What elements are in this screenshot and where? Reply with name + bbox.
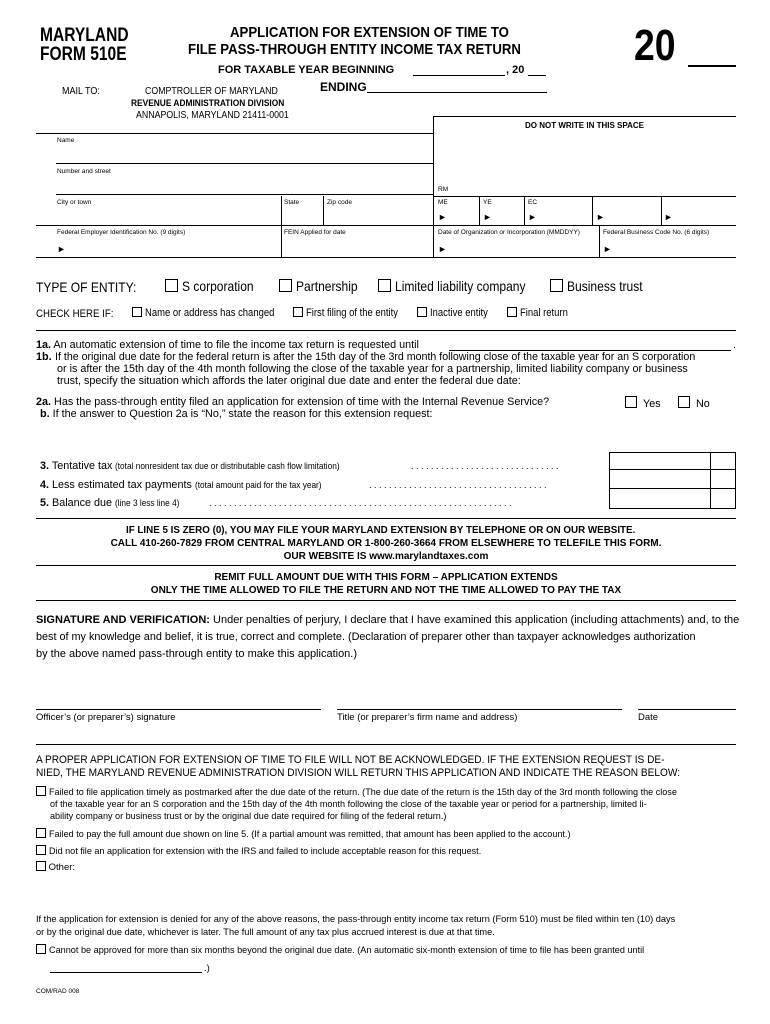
line-4-dots: . . . . . . . . . . . . . . . . . . . . . . . . . . . . . . . . . . . . [369,480,547,490]
name-field-label: Name [57,137,75,144]
denial-reason-no-irs[interactable]: Did not file an application for extension with the IRS and failed to include acceptable reason for this request. [36,845,501,857]
year-begin-year-line [528,75,546,76]
entity-partnership-label: Partnership [295,278,358,294]
q2a-no[interactable]: No [678,396,710,410]
entity-llc-checkbox[interactable] [378,279,391,292]
arrow-box5: ► [664,212,673,222]
date-org-label: Date of Organization or Incorporation (MMDDYY) [438,229,580,236]
check-inactive[interactable]: Inactive entity [417,307,497,319]
entity-type-label: TYPE OF ENTITY: [36,279,137,295]
fein-applied-label: FEIN Applied for date [284,229,346,236]
zip-field-label: Zip code [327,199,352,206]
mail-address-line2: REVENUE ADMINISTRATION DIVISION [131,98,285,109]
entity-partnership-checkbox[interactable] [279,279,292,292]
year-begin-sep: , 20 [506,64,525,76]
rm-label: RM [438,186,449,193]
denial-reason-late[interactable]: Failed to file application timely as postmarked after the due date of the return. (The due date of the return is the 15th day of the 3rd month following the close [36,786,706,798]
taxable-year-begin-label: FOR TAXABLE YEAR BEGINNING [218,64,395,76]
line-5-dots: . . . . . . . . . . . . . . . . . . . . . . . . . . . . . . . . . . . . . . . . . . . . . . . . . . . . . . . . . . . . . [209,498,512,508]
date-line[interactable] [638,709,736,710]
denial-heading-1: A PROPER APPLICATION FOR EXTENSION OF TIME TO FILE WILL NOT BE ACKNOWLEDGED. IF THE EXTENSION REQUEST IS DE- [36,754,665,766]
arrow-ec: ► [528,212,537,222]
entity-s-corp[interactable] [165,278,265,294]
form-code: COM/RAD 008 [36,988,80,995]
office-box-title: DO NOT WRITE IN THIS SPACE [525,121,644,130]
entity-s-corp-label: S corporation [181,278,254,294]
check-first-filing[interactable]: First filing of the entity [293,307,413,319]
form-number: FORM 510E [40,44,127,65]
entity-llc[interactable] [378,278,547,294]
check-here-label: CHECK HERE IF: [36,308,114,320]
q2a-yes[interactable]: Yes [625,396,661,410]
entity-partnership[interactable] [279,278,367,294]
notice-line2: CALL 410-260-7829 FROM CENTRAL MARYLAND OR 1-800-260-3664 FROM ELSEWHERE TO TELEFILE THIS FORM. [110,538,662,549]
arrow-ye: ► [483,212,492,222]
denial-footnote-2: or by the original due date, whichever is later. The full amount of any tax plus accrued interest is due at that time. [36,927,495,938]
fein-field-label: Federal Employer Identification No. (9 digits) [57,229,186,236]
mail-address-line1: COMPTROLLER OF MARYLAND [145,86,278,97]
entity-s-corp-checkbox[interactable] [165,279,178,292]
denial-reason-late-checkbox[interactable] [36,786,46,796]
me-label: ME [438,199,448,206]
notice-line1: IF LINE 5 IS ZERO (0), YOU MAY FILE YOUR MARYLAND EXTENSION BY TELEPHONE OR ON OUR WEBSITE. [126,525,636,536]
line-5: 5. Balance due (line 3 less line 4) [40,497,180,509]
office-box-top [433,116,736,117]
year-begin-line [413,75,505,76]
denial-footnote-1: If the application for extension is denied for any of the above reasons, the pass-through entity income tax return (Form 510) must be filed within ten (10) days [36,914,676,925]
ec-label: EC [528,199,538,206]
q2a-no-checkbox[interactable] [678,396,690,408]
check-inactive-checkbox[interactable] [417,307,427,317]
denial-reason-other-checkbox[interactable] [36,861,46,871]
signature-declaration-3: by the above named pass-through entity to make this application.) [36,648,358,660]
city-field-label: City or town [57,199,92,206]
mail-to-label: MAIL TO: [62,86,100,97]
state-title: MARYLAND [40,25,129,46]
notice-website: OUR WEBSITE IS www.marylandtaxes.com [283,551,489,562]
line-3: 3. Tentative tax (total nonresident tax due or distributable cash flow limitation) [40,460,341,472]
denial-reason-unpaid-checkbox[interactable] [36,828,46,838]
tax-year-line [688,65,736,67]
arrow-date-org: ► [438,244,447,254]
form-title-line2: FILE PASS-THROUGH ENTITY INCOME TAX RETURN [188,41,521,58]
ending-label: ENDING [320,80,367,94]
mail-address-line3: ANNAPOLIS, MARYLAND 21411-0001 [136,110,289,121]
amount-box-line3[interactable] [609,452,736,470]
signature-declaration-1: SIGNATURE AND VERIFICATION: Under penalties of perjury, I declare that I have examined this application (including attachments) and, to the [36,614,740,626]
denial-reason-unpaid[interactable]: Failed to pay the full amount due shown on line 5. (If a partial amount was remitted, that amount has been applied to the account.) [36,828,595,840]
amount-box-line5[interactable] [609,489,736,509]
question-2a: 2a. Has the pass-through entity filed an application for extension of time with the Internal Revenue Service? [36,396,550,408]
question-2b: b. If the answer to Question 2a is “No,” state the reason for this extension request: [40,408,433,420]
line-4: 4. Less estimated tax payments (total amount paid for the tax year) [40,479,322,491]
check-final-return-checkbox[interactable] [507,307,517,317]
six-month-date-line[interactable] [50,972,202,973]
office-box-left [433,116,434,257]
denial-reason-no-irs-checkbox[interactable] [36,845,46,855]
signature-declaration-2: best of my knowledge and belief, it is true, correct and complete. (Declaration of preparer other than taxpayer acknowledges authorization [36,631,696,643]
check-name-changed[interactable]: Name or address has changed [132,307,296,319]
denial-reason-other[interactable]: Other: [36,861,75,873]
arrow-me: ► [438,212,447,222]
remit-notice-1: REMIT FULL AMOUNT DUE WITH THIS FORM – APPLICATION EXTENDS [214,572,558,583]
date-label: Date [638,712,659,723]
denial-reason-six-months[interactable]: Cannot be approved for more than six months beyond the original due date. (An automatic six-month extension of time to file has been granted until [36,944,669,956]
line-3-dots: . . . . . . . . . . . . . . . . . . . . . . . . . . . . . . [411,461,559,471]
ending-line [367,92,547,93]
denial-reason-six-months-checkbox[interactable] [36,944,46,954]
amount-box-line4[interactable] [609,470,736,489]
ye-label: YE [483,199,492,206]
officer-signature-label: Officer’s (or preparer’s) signature [36,712,176,723]
title-label: Title (or preparer’s firm name and address) [337,712,518,723]
question-1a: 1a. An automatic extension of time to file the income tax return is requested until [36,339,419,351]
street-field-label: Number and street [57,168,111,175]
arrow-box4: ► [596,212,605,222]
arrow-fein: ► [57,244,66,254]
remit-notice-2: ONLY THE TIME ALLOWED TO FILE THE RETURN AND NOT THE TIME ALLOWED TO PAY THE TAX [150,585,622,596]
entity-llc-label: Limited liability company [394,278,526,294]
business-code-label: Federal Business Code No. (6 digits) [603,229,710,236]
entity-business-trust-label: Business trust [566,278,643,294]
name-field-line [56,163,433,164]
street-field-line [56,194,433,195]
check-first-filing-checkbox[interactable] [293,307,303,317]
entity-business-trust-checkbox[interactable] [550,279,563,292]
q2a-yes-checkbox[interactable] [625,396,637,408]
question-1b: 1b. If the original due date for the federal return is after the 15th day of the 3rd month following close of the taxable year for an S corporation [36,351,695,363]
check-name-changed-checkbox[interactable] [132,307,142,317]
state-field-label: State [284,199,300,206]
denial-heading-2: NIED, THE MARYLAND REVENUE ADMINISTRATION DIVISION WILL RETURN THIS APPLICATION AND INDICATE THE REASON BELOW: [36,767,681,779]
form-title-line1: APPLICATION FOR EXTENSION OF TIME TO [230,24,509,41]
title-line[interactable] [337,709,622,710]
check-final-return[interactable]: Final return [507,307,576,319]
tax-year: 20 [634,21,676,70]
officer-signature-line[interactable] [36,709,321,710]
arrow-business-code: ► [603,244,612,254]
entity-business-trust[interactable] [550,278,655,294]
